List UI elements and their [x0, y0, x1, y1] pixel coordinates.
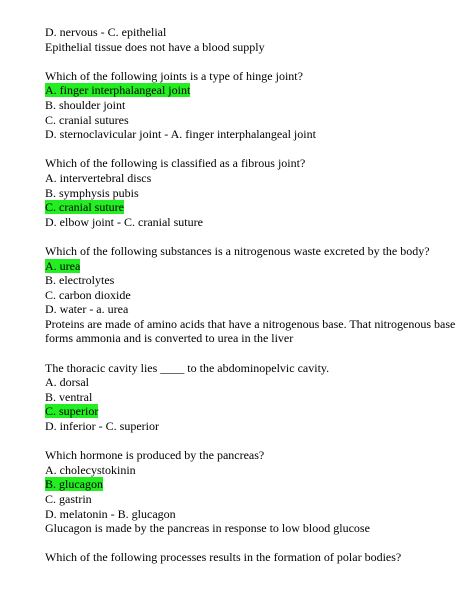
- explanation-text: Proteins are made of amino acids that have a nitrogenous base. That nitrogenous base: [45, 316, 456, 331]
- answer-option: D. elbow joint - C. cranial suture: [45, 214, 203, 229]
- answer-option: C. cranial sutures: [45, 112, 129, 127]
- answer-option: [45, 404, 465, 419]
- answer-option: B. electrolytes: [45, 273, 115, 288]
- answer-option: B. shoulder joint: [45, 97, 126, 112]
- answer-option: A. intervertebral discs: [45, 170, 152, 185]
- question-text: Which of the following substances is a nitrogenous waste excreted by the body?: [45, 243, 430, 258]
- highlighted-answer: B. glucagon: [45, 477, 103, 492]
- text-line: [45, 25, 465, 40]
- blank-line: [45, 536, 465, 551]
- question-text: Which hormone is produced by the pancreas?: [45, 448, 265, 463]
- blank-line: [45, 142, 465, 157]
- line-text: D. nervous - C. epithelial: [45, 25, 167, 39]
- answer-option: D. inferior - C. superior: [45, 419, 159, 434]
- answer-option: B. ventral: [45, 389, 93, 404]
- question-text: Which of the following processes results in the formation of polar bodies?: [45, 550, 402, 565]
- answer-option: [45, 200, 465, 215]
- answer-option: [45, 477, 465, 492]
- explanation-text: forms ammonia and is converted to urea in the liver: [45, 331, 294, 346]
- blank-line: [45, 346, 465, 361]
- highlighted-answer: C. superior: [45, 404, 99, 419]
- answer-option: A. dorsal: [45, 375, 89, 390]
- highlighted-answer: A. urea: [45, 258, 81, 273]
- question-text: Which of the following joints is a type of hinge joint?: [45, 68, 303, 83]
- blank-line: [45, 229, 465, 244]
- document-body: [45, 25, 465, 565]
- answer-option: C. gastrin: [45, 492, 92, 506]
- answer-option: C. carbon dioxide: [45, 287, 131, 302]
- answer-option: B. symphysis pubis: [45, 185, 139, 200]
- answer-option: D. water - a. urea: [45, 302, 129, 317]
- question-text: The thoracic cavity lies ____ to the abdominopelvic cavity.: [45, 360, 330, 375]
- answer-option: D. melatonin - B. glucagon: [45, 506, 176, 521]
- explanation-text: Glucagon is made by the pancreas in response to low blood glucose: [45, 521, 370, 536]
- blank-line: [45, 54, 465, 69]
- answer-option: D. sternoclavicular joint - A. finger interphalangeal joint: [45, 127, 316, 142]
- answer-option: [45, 259, 465, 274]
- highlighted-answer: A. finger interphalangeal joint: [45, 83, 191, 98]
- text-line: [45, 40, 465, 55]
- line-text: Epithelial tissue does not have a blood supply: [45, 39, 265, 54]
- question-text: Which of the following is classified as a fibrous joint?: [45, 156, 306, 171]
- answer-option: [45, 83, 465, 98]
- blank-line: [45, 434, 465, 449]
- answer-option: A. cholecystokinin: [45, 462, 136, 477]
- highlighted-answer: C. cranial suture: [45, 200, 124, 215]
